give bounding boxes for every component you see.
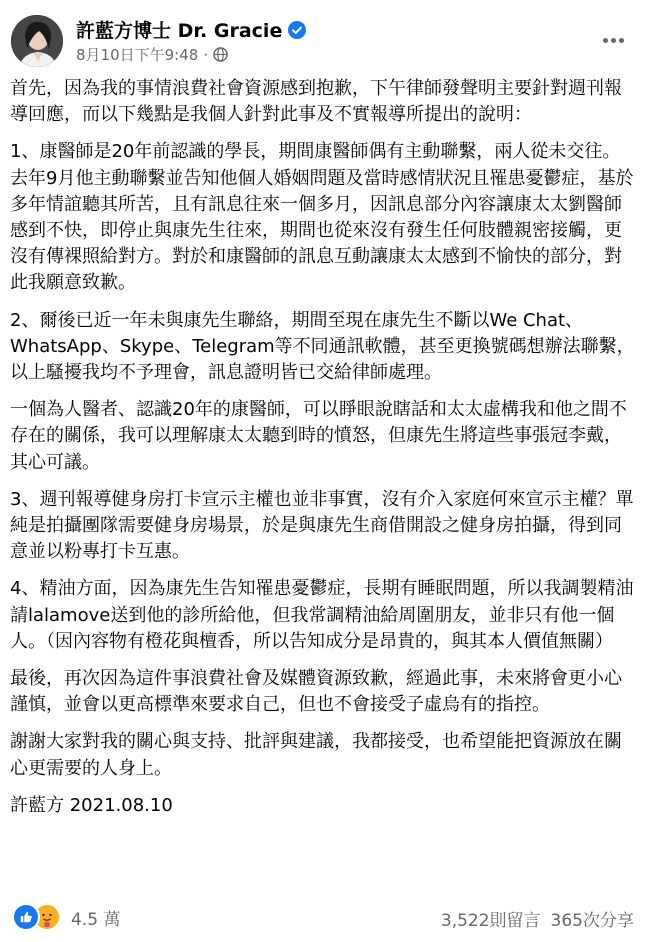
author-name[interactable]: 許藍方博士 Dr. Gracie <box>76 20 283 42</box>
meta-separator: · <box>203 45 209 64</box>
globe-icon[interactable] <box>213 47 228 62</box>
author-line <box>76 16 306 43</box>
post-paragraph-closing: 最後，再次因為這件事浪費社會及媒體資源致歉，經過此事，未來將會更小心謹慎，並會以更高標準來要求自己，但也不會接受子虛烏有的指控。 <box>10 668 622 716</box>
more-options-icon[interactable] <box>598 30 628 50</box>
reactions-summary[interactable] <box>12 904 120 930</box>
post-signature: 許藍方 2021.08.10 <box>10 794 173 816</box>
comment-count[interactable]: 3,522則留言 <box>440 911 541 931</box>
engagement-stats <box>441 906 634 931</box>
more-dot <box>619 38 624 43</box>
post-paragraph-intro: 首先，因為我的事情浪費社會資源感到抱歉，下午律師發聲明主要針對週刊報導回應，而以下幾點是我個人針對此事及不實報導所提出的說明： <box>10 78 622 126</box>
post-paragraph-point-3: 3、週刊報導健身房打卡宣示主權也並非事實，沒有介入家庭何來宣示主權？單純是拍攝團隊需要健身房場景，於是與康先生商借開設之健身房拍攝，得到同意並以粉專打卡互惠。 <box>10 488 634 563</box>
post-body <box>10 76 638 830</box>
post-paragraph-point-4: 4、精油方面，因為康先生告知罹患憂鬱症，長期有睡眠問題，所以我調製精油請lalamove送到他的診所給他，但我常調精油給周圍朋友，並非只有他一個人。（因內容物有橙花與檀香，所以告知成分是昂貴的，與其本人價值無關） <box>10 578 634 652</box>
post-footer <box>0 898 656 938</box>
post-paragraph-thanks: 謝謝大家對我的關心與支持、批評與建議，我都接受，也希望能把資源放在關心更需要的人身上。 <box>10 731 622 779</box>
post-paragraph-comment: 一個為人醫者、認識20年的康醫師，可以睜眼說瞎話和太太虛構我和他之間不存在的關係，我可以理解康太太聽到時的憤怒，但康先生將這些事張冠李戴，其心可議。 <box>10 399 627 473</box>
post-timestamp[interactable]: 8月10日下午9:48 <box>76 46 199 64</box>
post-meta <box>76 44 228 65</box>
avatar[interactable] <box>11 15 63 67</box>
more-dot <box>603 38 608 43</box>
avatar-image <box>11 15 63 67</box>
more-dot <box>611 38 616 43</box>
share-count[interactable]: 365次分享 <box>550 911 634 931</box>
post-paragraph-point-2: 2、爾後已近一年未與康先生聯絡，期間至現在康先生不斷以We Chat、WhatsApp、Skype、Telegram等不同通訊軟體，甚至更換號碼想辦法聯繫，以上騷擾我均不予理會，訊息證明皆已交給律師處理。 <box>10 309 635 384</box>
like-reaction-icon <box>12 903 40 931</box>
verified-badge-icon <box>288 21 306 39</box>
post-paragraph-point-1: 1、康醫師是20年前認識的學長，期間康醫師偶有主動聯繫，兩人從未交往。去年9月他主動聯繫並告知他個人婚姻問題及當時感情狀況且罹患憂鬱症，基於多年情誼聽其所苦，且有訊息往來一個多月，因訊息部分內容讓康太太劉醫師感到不快，即停止與康先生往來，期間也從來沒有發生任何肢體親密接觸，更沒有傳裸照給對方。對於和康醫師的訊息互動讓康太太感到不愉快的部分，對此我願意致歉。 <box>10 141 634 294</box>
post-header <box>0 0 656 70</box>
reaction-count: 4.5 萬 <box>71 909 121 930</box>
